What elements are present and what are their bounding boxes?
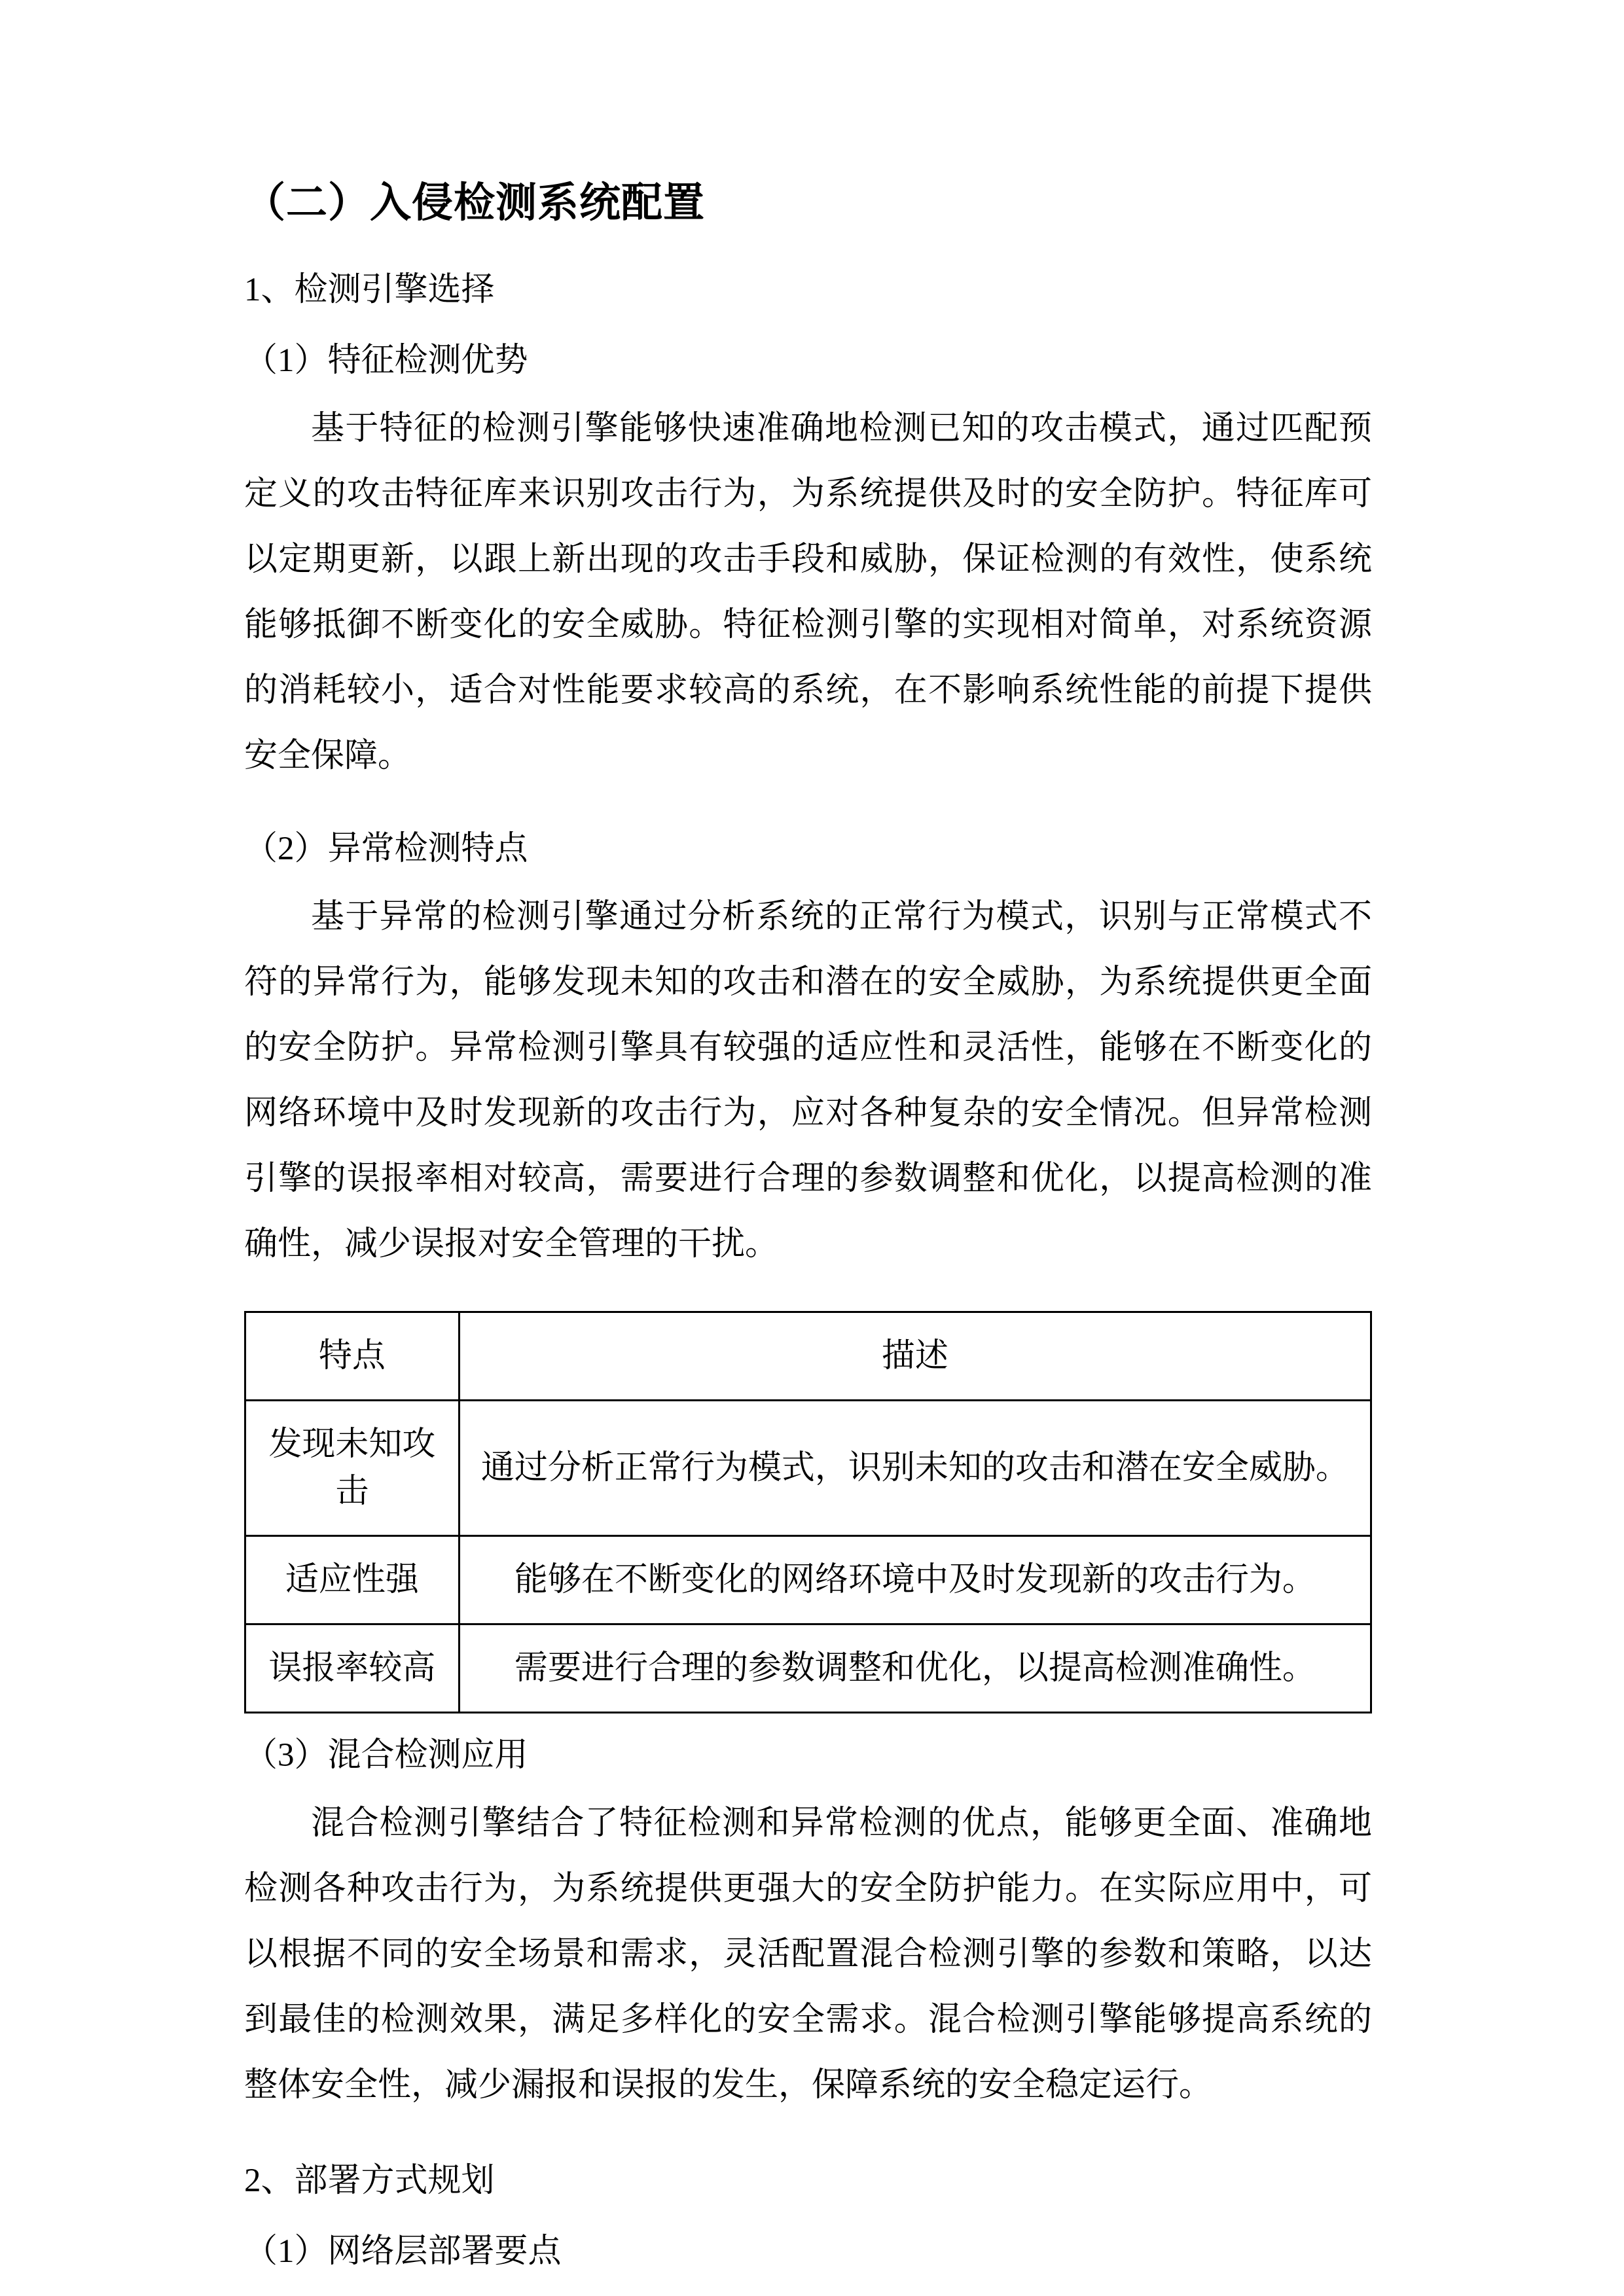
sub-title-anomaly-detection: （2）异常检测特点 — [244, 831, 528, 867]
table-cell-description: 能够在不断变化的网络环境中及时发现新的攻击行为。 — [459, 1536, 1371, 1624]
table-row — [245, 1536, 1371, 1624]
numbered-title-engine-selection: 1、检测引擎选择 — [244, 272, 495, 308]
table-cell-feature: 发现未知攻击 — [245, 1401, 460, 1536]
paragraph-hybrid-detection: 混合检测引擎结合了特征检测和异常检测的优点，能够更全面、准确地检测各种攻击行为，为系统提供更强大的安全防护能力。在实际应用中，可以根据不同的安全场景和需求，灵活配置混合检测引擎的参数和策略，以达到最佳的检测效果，满足多样化的安全需求。混合检测引擎能够提高系统的整体安全性，减少漏报和误报的发生，保障系统的安全稳定运行。 — [244, 1805, 1372, 2104]
paragraph-anomaly-detection: 基于异常的检测引擎通过分析系统的正常行为模式，识别与正常模式不符的异常行为，能够发现未知的攻击和潜在的安全威胁，为系统提供更全面的安全防护。异常检测引擎具有较强的适应性和灵活性，能够在不断变化的网络环境中及时发现新的攻击行为，应对各种复杂的安全情况。但异常检测引擎的误报率相对较高，需要进行合理的参数调整和优化，以提高检测的准确性，减少误报对安全管理的干扰。 — [244, 899, 1372, 1263]
sub-title-signature-detection: （1）特征检测优势 — [244, 342, 528, 379]
table-row — [245, 1401, 1371, 1536]
table-header-feature: 特点 — [245, 1312, 460, 1401]
section-heading: （二）入侵检测系统配置 — [244, 180, 705, 226]
table-cell-feature: 适应性强 — [245, 1536, 460, 1624]
table-cell-description: 需要进行合理的参数调整和优化，以提高检测准确性。 — [459, 1624, 1371, 1713]
table-header-row — [245, 1312, 1371, 1401]
table-cell-description: 通过分析正常行为模式，识别未知的攻击和潜在安全威胁。 — [459, 1401, 1371, 1536]
numbered-title-deployment-planning: 2、部署方式规划 — [244, 2162, 495, 2199]
sub-title-network-layer-deployment: （1）网络层部署要点 — [244, 2233, 562, 2270]
sub-title-hybrid-detection: （3）混合检测应用 — [244, 1737, 528, 1774]
table-cell-feature: 误报率较高 — [245, 1624, 460, 1713]
table-row — [245, 1624, 1371, 1713]
anomaly-feature-table — [244, 1311, 1372, 1713]
table-header-description: 描述 — [459, 1312, 1371, 1401]
paragraph-signature-detection: 基于特征的检测引擎能够快速准确地检测已知的攻击模式，通过匹配预定义的攻击特征库来识别攻击行为，为系统提供及时的安全防护。特征库可以定期更新，以跟上新出现的攻击手段和威胁，保证检测的有效性，使系统能够抵御不断变化的安全威胁。特征检测引擎的实现相对简单，对系统资源的消耗较小，适合对性能要求较高的系统，在不影响系统性能的前提下提供安全保障。 — [244, 410, 1372, 774]
